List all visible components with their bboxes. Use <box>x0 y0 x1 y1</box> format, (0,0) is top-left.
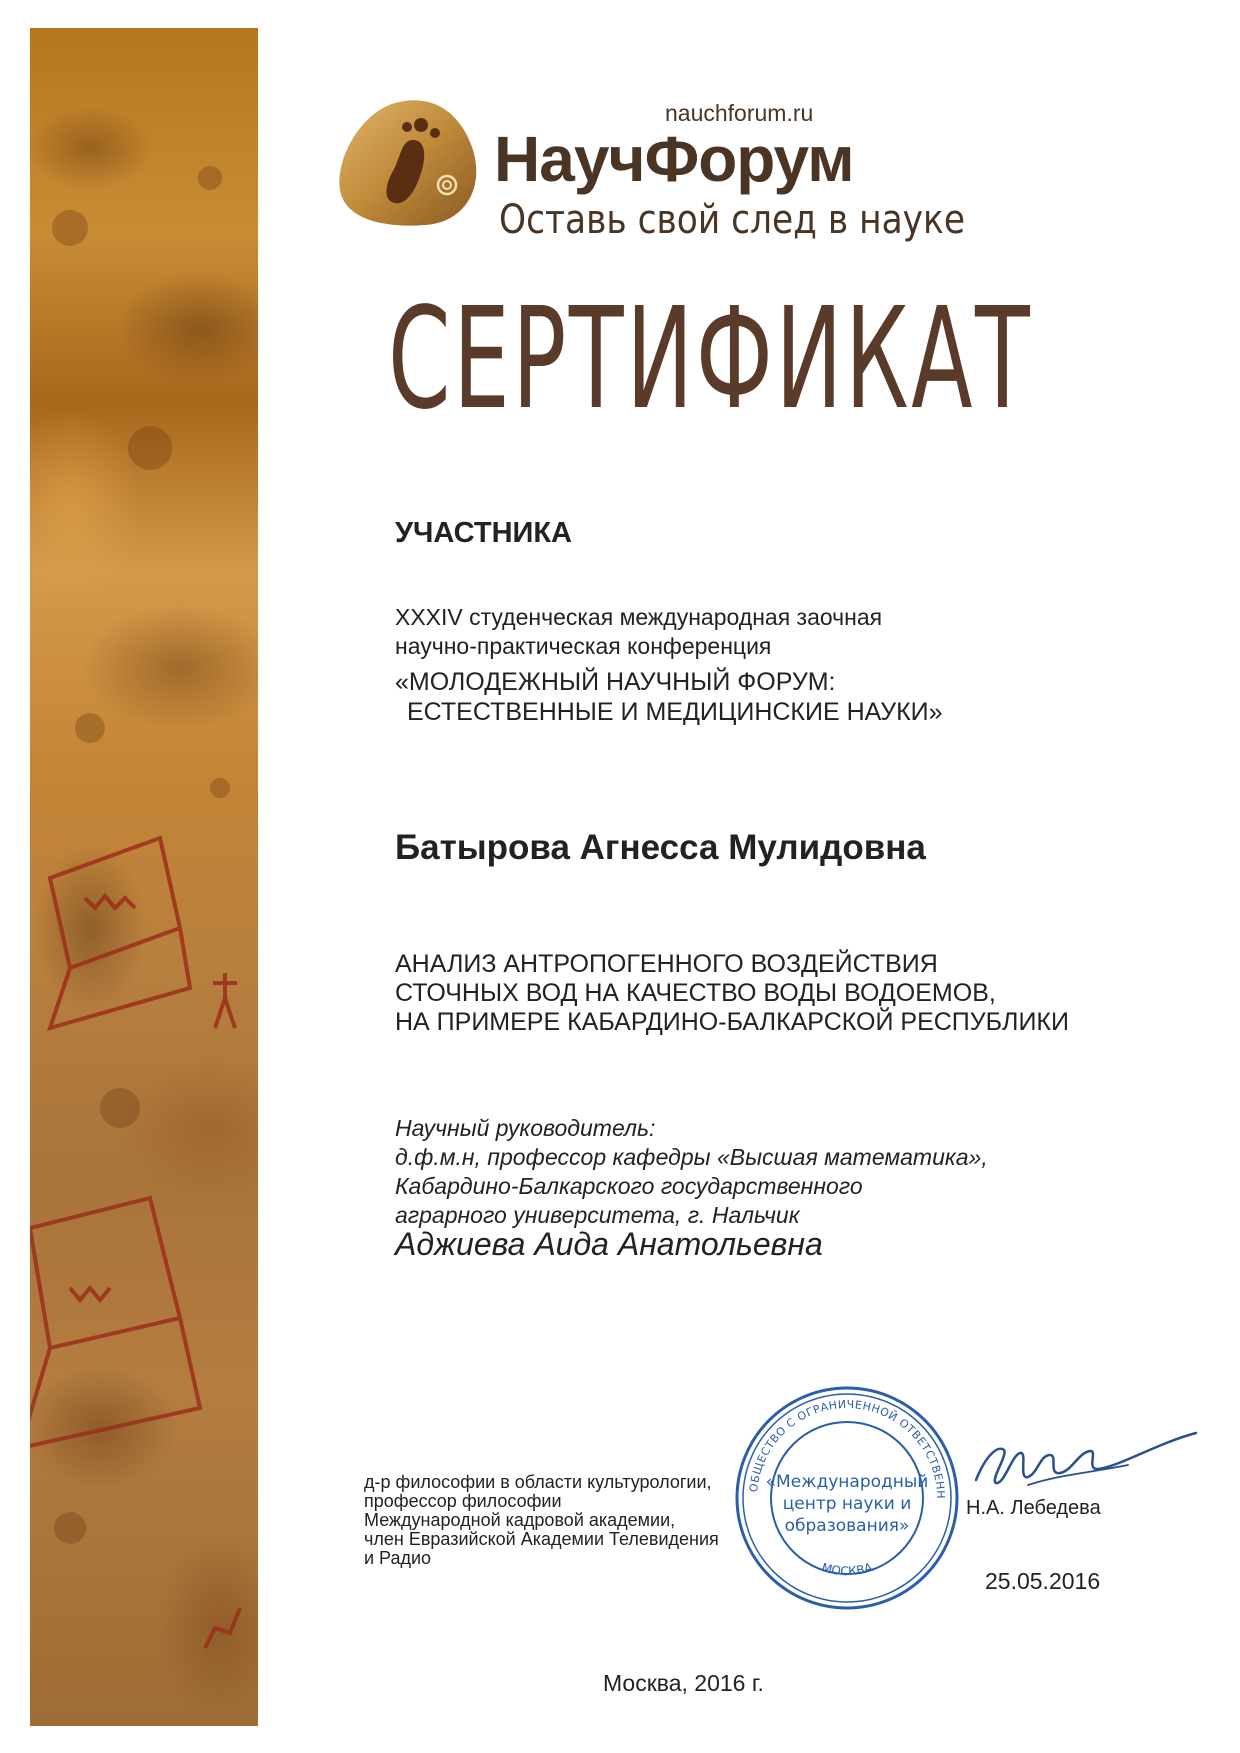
conference-title-line: ЕСТЕСТВЕННЫЕ И МЕДИЦИНСКИЕ НАУКИ» <box>407 698 943 726</box>
supervisor-info <box>395 1114 988 1230</box>
stamp-seal-icon <box>732 1383 962 1613</box>
conference-title <box>395 667 943 727</box>
signer-credential-line: профессор философии <box>364 1491 562 1511</box>
topic-line: НА ПРИМЕРЕ КАБАРДИНО-БАЛКАРСКОЙ РЕСПУБЛИКИ <box>395 1008 1069 1036</box>
stamp-center-line: центр науки и <box>782 1494 912 1514</box>
stamp-center-line: образования» <box>784 1516 910 1536</box>
nauchforum-logo <box>335 95 485 235</box>
supervisor-label: Научный руководитель: <box>395 1115 656 1141</box>
supervisor-name: Аджиева Аида Анатольевна <box>395 1226 823 1262</box>
signer-credentials <box>364 1473 719 1568</box>
signer-credential-line: Международной кадровой академии, <box>364 1510 676 1530</box>
conference-line: научно-практическая конференция <box>395 633 772 659</box>
svg-text:МОСКВА <box>820 1560 875 1578</box>
conference-line: XXXIV студенческая международная заочная <box>395 604 883 630</box>
signer-credential-line: д-р философии в области культурологии, <box>364 1472 712 1492</box>
certificate-title: СЕРТИФИКАТ <box>388 278 1033 441</box>
logo-name: НаучФорум <box>494 123 854 195</box>
certificate-subtitle: УЧАСТНИКА <box>395 517 573 549</box>
topic-line: СТОЧНЫХ ВОД НА КАЧЕСТВО ВОДЫ ВОДОЕМОВ, <box>395 979 996 1007</box>
participant-name: Батырова Агнесса Мулидовна <box>395 828 926 867</box>
conference-title-line: «МОЛОДЕЖНЫЙ НАУЧНЫЙ ФОРУМ: <box>395 668 836 696</box>
rock-art-drawings <box>30 28 258 1726</box>
signer-credential-line: член Евразийской Академии Телевидения <box>364 1529 719 1549</box>
issue-date: 25.05.2016 <box>985 1568 1101 1594</box>
topic-line: АНАЛИЗ АНТРОПОГЕННОГО ВОЗДЕЙСТВИЯ <box>395 950 938 978</box>
supervisor-line: д.ф.м.н, профессор кафедры «Высшая математика», <box>395 1144 988 1170</box>
stamp-ring-city: МОСКВА <box>820 1560 874 1579</box>
footprint-stone-icon <box>335 95 485 230</box>
decorative-side-image <box>30 28 258 1726</box>
logo-website: nauchforum.ru <box>665 100 814 126</box>
signer-name: Н.А. Лебедева <box>966 1497 1101 1519</box>
signature-mark <box>968 1425 1198 1500</box>
stamp-ring-text: ОБЩЕСТВО С ОГРАНИЧЕННОЙ ОТВЕТСТВЕНН <box>747 1397 948 1500</box>
report-topic <box>395 950 1069 1037</box>
supervisor-line: аграрного университета, г. Нальчик <box>395 1202 800 1228</box>
organization-stamp <box>732 1383 962 1618</box>
supervisor-line: Кабардино-Балкарского государственного <box>395 1173 863 1199</box>
handwritten-signature <box>968 1425 1198 1505</box>
signer-credential-line: и Радио <box>364 1548 432 1568</box>
stamp-center-line: «Международный <box>765 1472 929 1492</box>
conference-description <box>395 603 882 661</box>
issue-place: Москва, 2016 г. <box>603 1670 764 1696</box>
logo-slogan: Оставь свой след в науке <box>499 197 965 243</box>
